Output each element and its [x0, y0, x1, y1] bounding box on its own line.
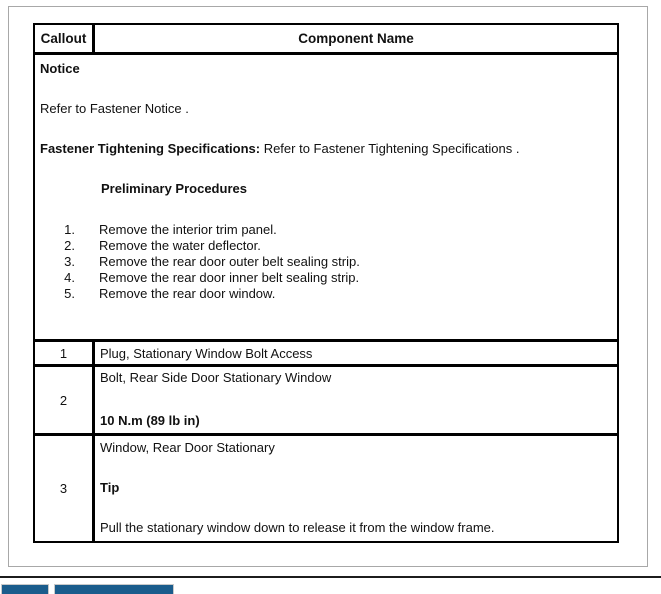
fastener-notice-reference: Refer to Fastener Notice .	[40, 101, 189, 116]
step-text: Remove the water deflector.	[99, 238, 261, 253]
list-item	[39, 270, 613, 286]
step-number: 2.	[64, 238, 75, 253]
preliminary-steps-list	[39, 222, 613, 302]
tip-label: Tip	[100, 480, 120, 495]
callout-number: 2	[35, 367, 95, 433]
callout-column-header: Callout	[35, 25, 95, 52]
component-name-text: Plug, Stationary Window Bolt Access	[100, 345, 313, 361]
list-item	[39, 222, 613, 238]
notice-title: Notice	[40, 61, 80, 76]
preliminary-procedures-title: Preliminary Procedures	[101, 181, 247, 196]
list-item	[39, 254, 613, 270]
component-name-cell	[95, 436, 617, 541]
component-name-cell	[95, 342, 617, 364]
component-name-cell	[95, 367, 617, 433]
step-text: Remove the interior trim panel.	[99, 222, 277, 237]
callout-number: 1	[35, 342, 95, 364]
step-text: Remove the rear door inner belt sealing strip.	[99, 270, 360, 285]
document-frame	[8, 6, 648, 567]
notice-section	[35, 55, 617, 342]
component-name-column-header: Component Name	[298, 31, 414, 46]
footer-button-small[interactable]	[1, 584, 49, 594]
table-row	[35, 367, 617, 436]
step-number: 3.	[64, 254, 75, 269]
torque-spec-text: 10 N.m (89 lb in)	[100, 413, 200, 428]
step-number: 4.	[64, 270, 75, 285]
table-row	[35, 436, 617, 541]
fastener-spec-text: Refer to Fastener Tightening Specifications .	[260, 141, 520, 156]
list-item	[39, 238, 613, 254]
step-text: Remove the rear door outer belt sealing strip.	[99, 254, 360, 269]
tip-text: Pull the stationary window down to release it from the window frame.	[100, 520, 495, 535]
component-table	[33, 23, 619, 543]
step-text: Remove the rear door window.	[99, 286, 276, 301]
step-number: 5.	[64, 286, 75, 301]
fastener-tightening-spec-line	[40, 141, 613, 156]
fastener-spec-label: Fastener Tightening Specifications:	[40, 141, 261, 156]
footer-divider	[0, 576, 661, 578]
table-row	[35, 342, 617, 367]
callout-number: 3	[35, 436, 95, 541]
step-number: 1.	[64, 222, 75, 237]
list-item	[39, 286, 613, 302]
footer-button-large[interactable]	[54, 584, 174, 594]
table-header-row	[35, 25, 617, 55]
component-name-text: Bolt, Rear Side Door Stationary Window	[100, 370, 332, 385]
component-name-text: Window, Rear Door Stationary	[100, 440, 275, 455]
